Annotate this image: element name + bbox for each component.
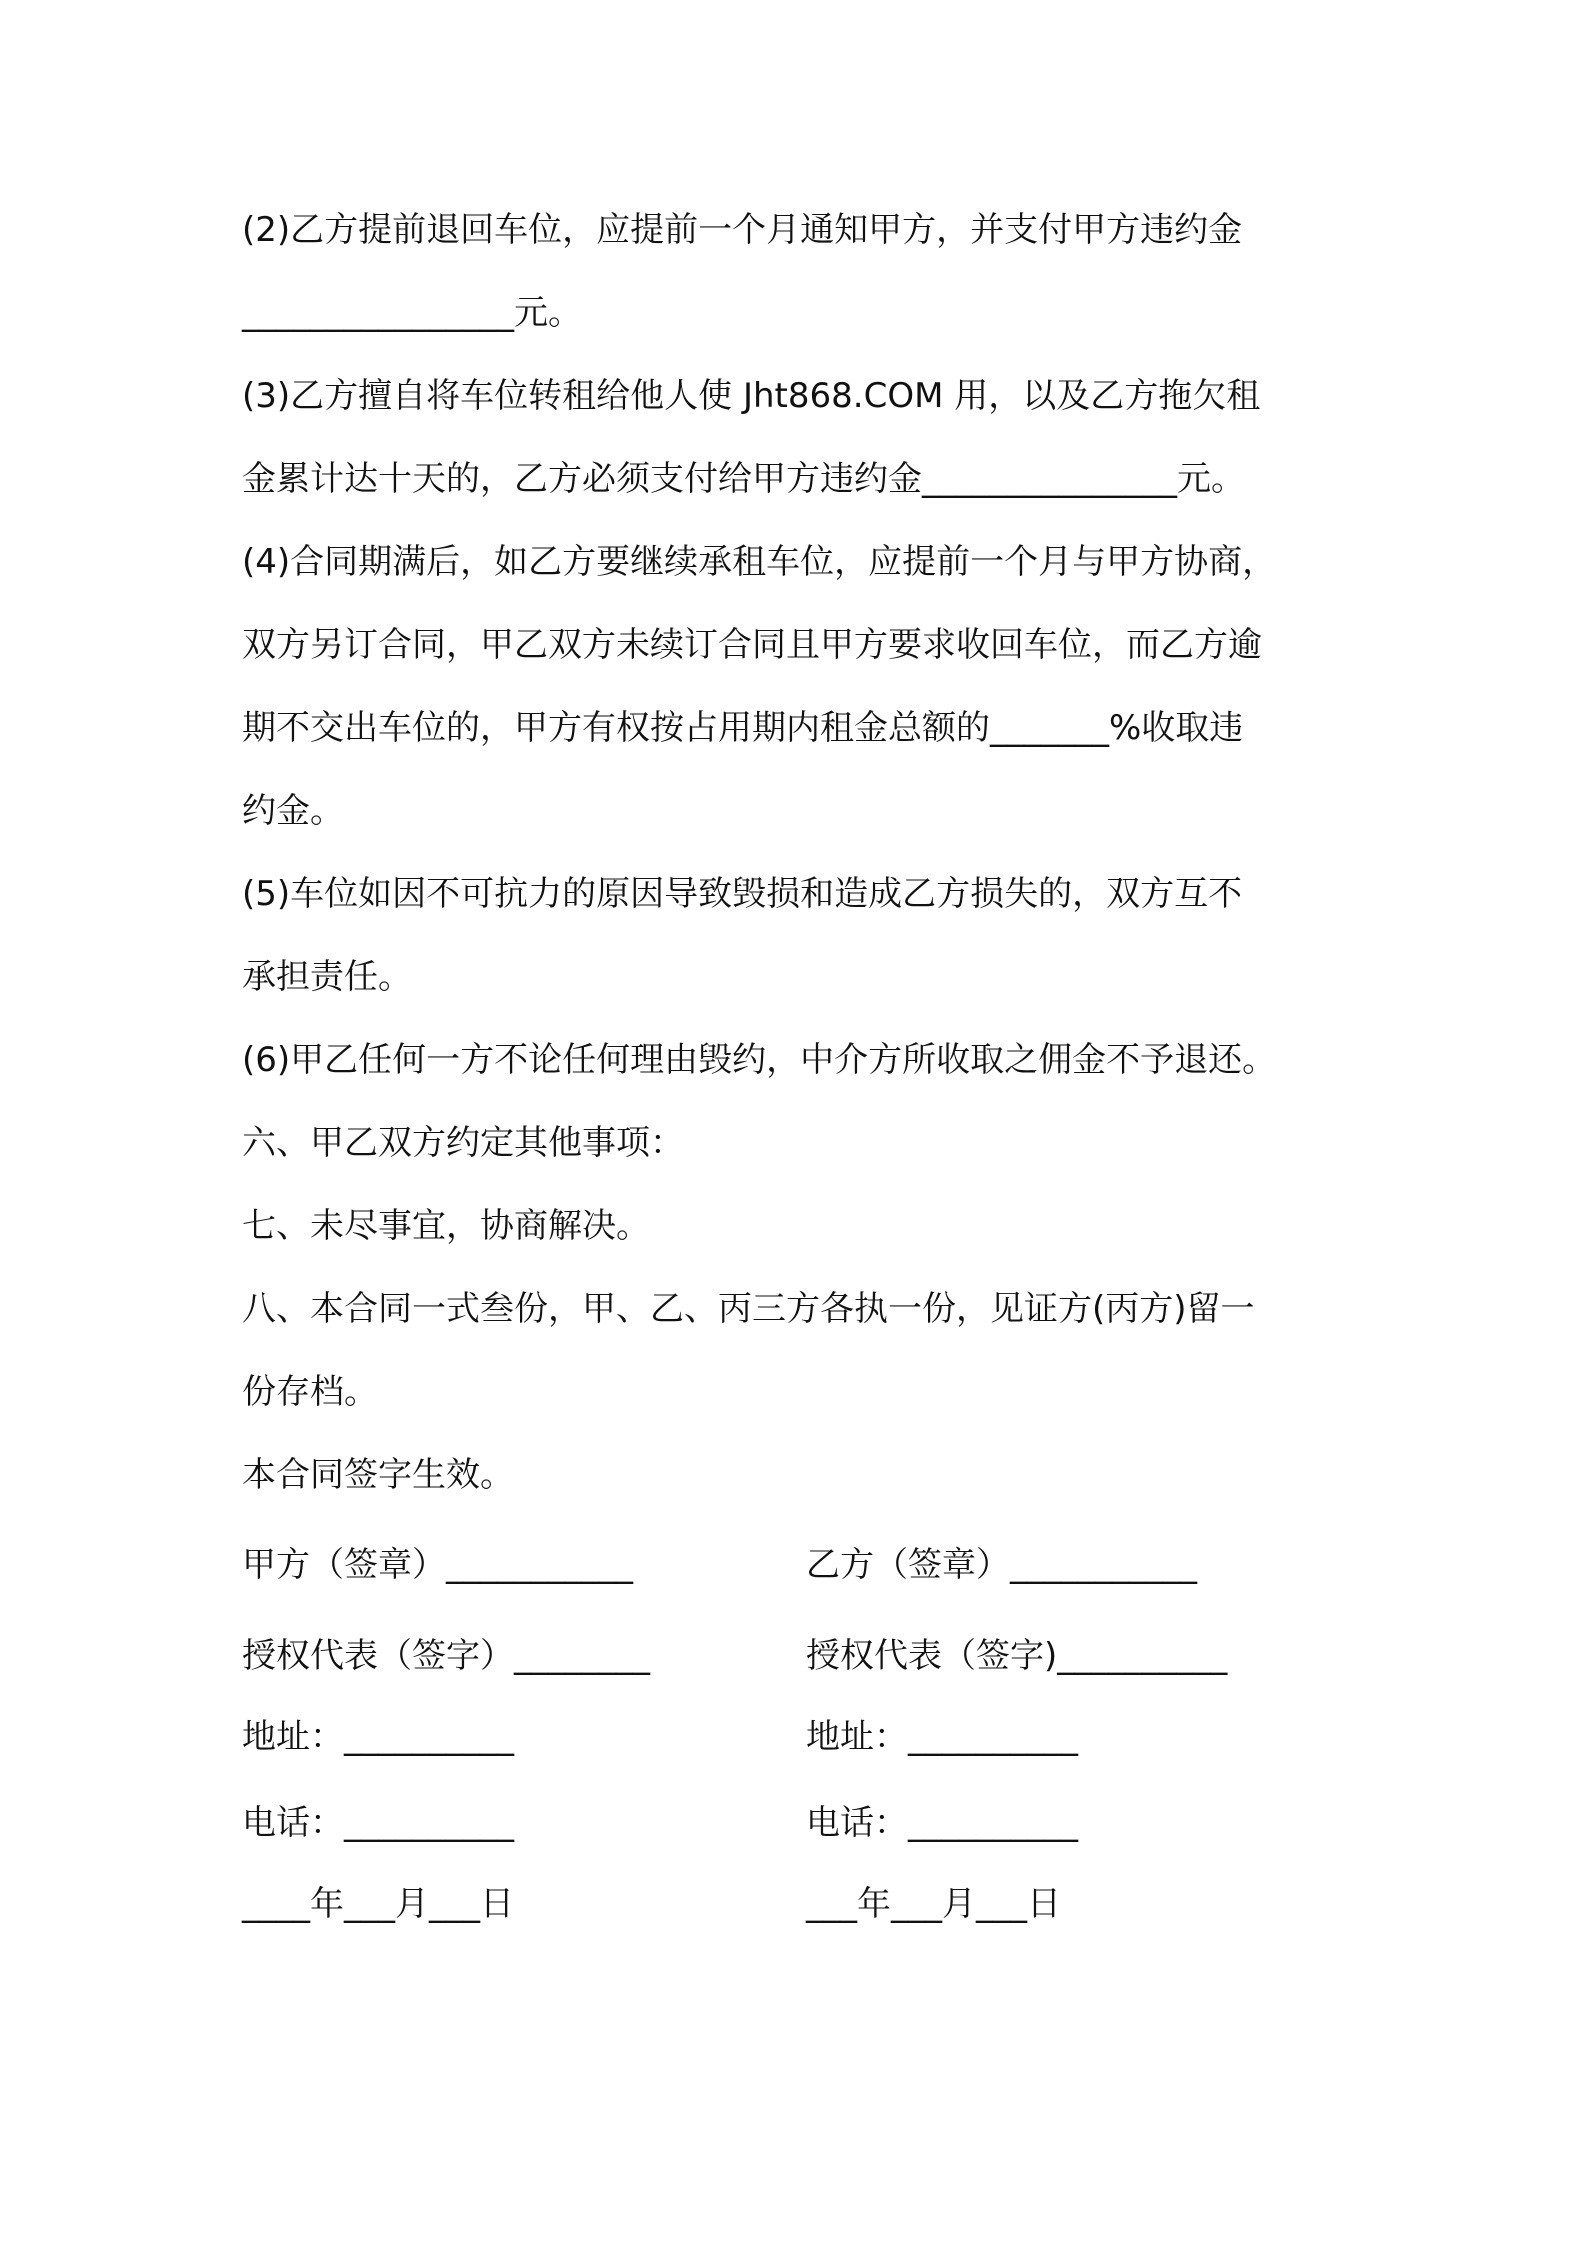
section-6-heading: 六、甲乙双方约定其他事项：: [242, 1123, 684, 1163]
party-a-address-field: 地址：__________: [242, 1717, 514, 1757]
section-8-line-1: 八、本合同一式叁份，甲、乙、丙三方各执一份，见证方(丙方)留一: [242, 1289, 1255, 1329]
section-7-heading: 七、未尽事宜，协商解决。: [242, 1206, 650, 1246]
effective-statement: 本合同签字生效。: [242, 1455, 514, 1495]
party-a-seal-field: 甲方（签章）___________: [242, 1545, 633, 1585]
party-b-representative-field: 授权代表（签字)__________: [806, 1636, 1228, 1676]
clause-4-line-4: 约金。: [242, 791, 344, 831]
party-b-address-field: 地址：__________: [806, 1717, 1078, 1757]
clause-4-line-1: (4)合同期满后，如乙方要继续承租车位，应提前一个月与甲方协商，: [242, 542, 1277, 582]
clause-3-line-1: (3)乙方擅自将车位转租给他人使 Jht868.COM 用，以及乙方拖欠租: [242, 376, 1261, 416]
party-a-phone-field: 电话：__________: [242, 1803, 514, 1843]
section-8-line-2: 份存档。: [242, 1372, 378, 1412]
party-b-phone-field: 电话：__________: [806, 1803, 1078, 1843]
party-b-seal-field: 乙方（签章）___________: [806, 1545, 1197, 1585]
clause-4-line-2: 双方另订合同，甲乙双方未续订合同且甲方要求收回车位，而乙方逾: [242, 625, 1262, 665]
clause-4-line-3: 期不交出车位的，甲方有权按占用期内租金总额的_______%收取违: [242, 708, 1244, 748]
clause-5-line-1: (5)车位如因不可抗力的原因导致毁损和造成乙方损失的，双方互不: [242, 874, 1243, 914]
party-a-date-field: ____年___月___日: [242, 1884, 514, 1924]
party-b-date-field: ___年___月___日: [806, 1884, 1061, 1924]
clause-2-line-2: ________________元。: [242, 293, 582, 333]
party-a-representative-field: 授权代表（签字）________: [242, 1636, 650, 1676]
clause-5-line-2: 承担责任。: [242, 957, 412, 997]
clause-2-line-1: (2)乙方提前退回车位，应提前一个月通知甲方，并支付甲方违约金: [242, 210, 1243, 250]
clause-6-line: (6)甲乙任何一方不论任何理由毁约，中介方所收取之佣金不予退还。: [242, 1040, 1277, 1080]
clause-3-line-2: 金累计达十天的，乙方必须支付给甲方违约金_______________元。: [242, 459, 1245, 499]
